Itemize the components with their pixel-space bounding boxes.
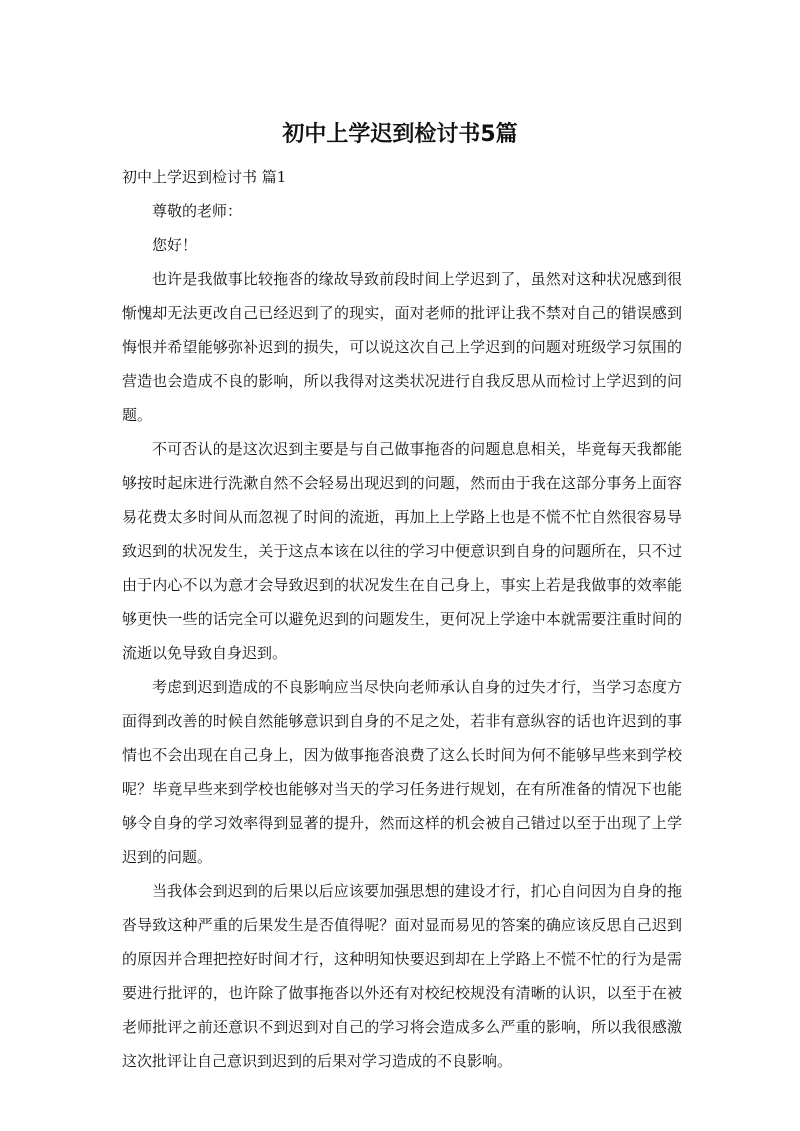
paragraph-3: 考虑到迟到造成的不良影响应当尽快向老师承认自身的过失才行，当学习态度方面得到改善的时候自然能够意识到自身的不足之处，若非有意纵容的话也许迟到的事情也不会出现在自己身上，因为做事拖沓浪费了这么长时间为何不能够早些来到学校呢？毕竟早些来到学校也能够对当天的学习任务进行规划，在有所准备的情况下也能够令自身的学习效率得到显著的提升，然而这样的机会被自己错过以至于出现了上学迟到的问题。 bbox=[122, 678, 682, 866]
paragraph-4: 当我体会到迟到的后果以后应该要加强思想的建设才行，扪心自问因为自身的拖沓导致这种严重的后果发生是否值得呢？面对显而易见的答案的确应该反思自己迟到的原因并合理把控好时间才行，这种明知快要迟到却在上学路上不慌不忙的行为是需要进行批评的，也许除了做事拖沓以外还有对校纪校规没有清晰的认识，以至于在被老师批评之前还意识不到迟到对自己的学习将会造成多么严重的影响，所以我很感激这次批评让自己意识到迟到的后果对学习造成的不良影响。 bbox=[122, 882, 682, 1070]
document-title: 初中上学迟到检讨书5篇 bbox=[282, 122, 518, 147]
paragraph-2: 不可否认的是这次迟到主要是与自己做事拖沓的问题息息相关，毕竟每天我都能够按时起床进行洗漱自然不会轻易出现迟到的问题，然而由于我在这部分事务上面容易花费太多时间从而忽视了时间的流逝，再加上上学路上也是不慌不忙自然很容易导致迟到的状况发生，关于这点本该在以往的学习中便意识到自身的问题所在，只不过由于内心不以为意才会导致迟到的状况发生在自己身上，事实上若是我做事的效率能够更快一些的话完全可以避免迟到的问题发生，更何况上学途中本就需要注重时间的流逝以免导致自身迟到。 bbox=[122, 440, 682, 662]
document-body bbox=[122, 160, 682, 1078]
greeting: 您好！ bbox=[152, 236, 198, 254]
paragraph-1: 也许是我做事比较拖沓的缘故导致前段时间上学迟到了，虽然对这种状况感到很惭愧却无法更改自己已经迟到了的现实，面对老师的批评让我不禁对自己的错误感到悔恨并希望能够弥补迟到的损失，可以说这次自己上学迟到的问题对班级学习氛围的营造也会造成不良的影响，所以我得对这类状况进行自我反思从而检讨上学迟到的问题。 bbox=[122, 270, 682, 424]
salutation: 尊敬的老师： bbox=[152, 202, 243, 220]
section-heading: 初中上学迟到检讨书 篇1 bbox=[122, 168, 287, 186]
